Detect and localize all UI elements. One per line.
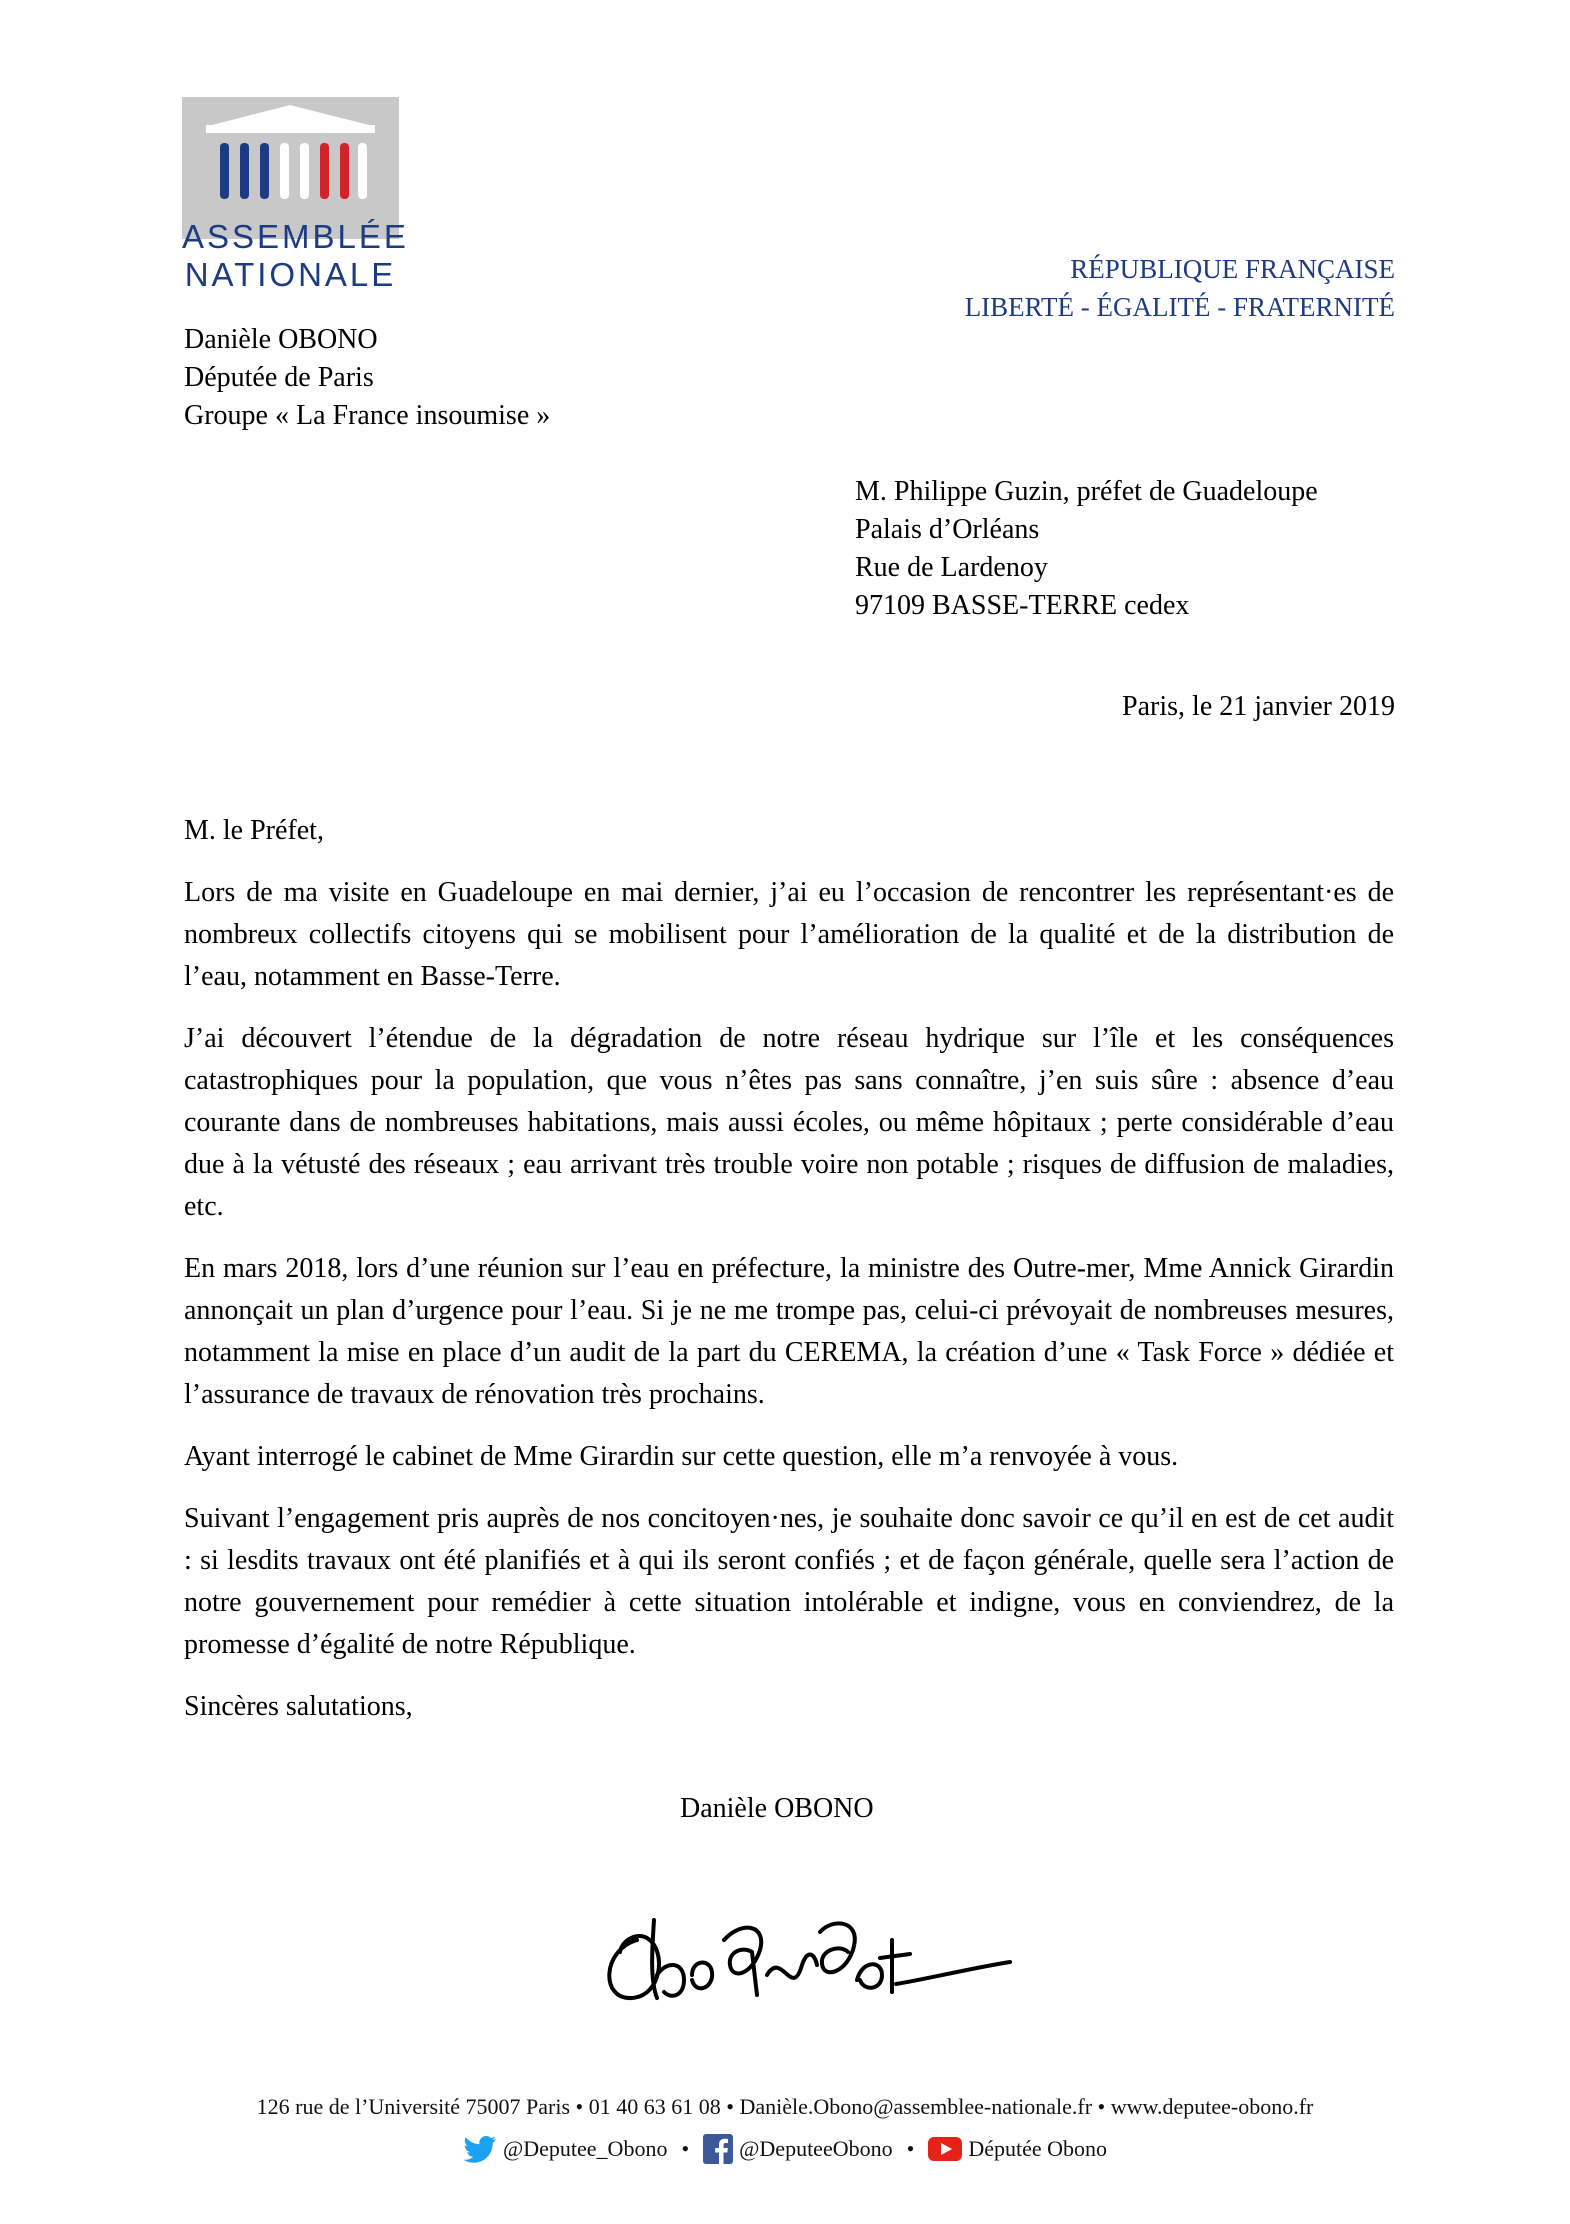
paragraph: Lors de ma visite en Guadeloupe en mai dernier, j’ai eu l’occasion de rencontrer les représentant·es de nombreux collectifs citoyens qui se mobilisent pour l’amélioration de la qualité et de la distribution de l’eau, notamment en Basse-Terre.	[184, 877, 1394, 992]
paragraph: En mars 2018, lors d’une réunion sur l’eau en préfecture, la ministre des Outre-mer, Mme Annick Girardin annonçait un plan d’urgence pour l’eau. Si je ne me trompe pas, celui-ci prévoyait de nombreuses mesures, notamment la mise en place d’un audit de la part du CEREMA, la création d’une « Task Force » dédiée et l’assurance de travaux de rénovation très prochains.	[184, 1253, 1394, 1410]
footer-social	[0, 2134, 1570, 2164]
recipient-line-4: 97109 BASSE-TERRE cedex	[855, 590, 1190, 621]
handwritten-signature	[592, 1880, 1012, 2030]
footer-separator: •	[906, 2136, 915, 2161]
youtube-channel: Députée Obono	[968, 2136, 1107, 2161]
logo-wordmark	[182, 218, 409, 294]
youtube-icon	[928, 2137, 962, 2161]
salutation: M. le Préfet,	[184, 815, 324, 846]
republic-header	[835, 250, 1395, 326]
paragraph: Suivant l’engagement pris auprès de nos concitoyen·nes, je souhaite donc savoir ce qu’il en est de cet audit : si lesdits travaux ont été planifiés et à qui ils seront confiés ; et de façon générale, quelle sera l’action de notre gouvernement pour remédier à cette situation intolérable et indigne, vous en conviendrez, de la promesse d’égalité de notre République.	[184, 1503, 1394, 1660]
footer-address: 126 rue de l’Université 75007 Paris • 01 40 63 61 08 • Danièle.Obono@assemblee-nationale.fr • www.deputee-obono.fr	[256, 2094, 1314, 2119]
paragraph: J’ai découvert l’étendue de la dégradation de notre réseau hydrique sur l’île et les conséquences catastrophiques pour la population, que vous n’êtes pas sans connaître, j’en suis sûre : absence d’eau courante dans de nombreuses habitations, mais aussi écoles, ou même hôpitaux ; perte considérable d’eau due à la vétusté des réseaux ; eau arrivant très trouble voire non potable ; risques de diffusion de maladies, etc.	[184, 1023, 1394, 1222]
hemicycle-icon	[182, 97, 399, 219]
twitter-icon	[463, 2135, 497, 2163]
sender-group: Groupe « La France insoumise »	[184, 400, 551, 431]
sender-title: Députée de Paris	[184, 362, 374, 393]
facebook-link[interactable]	[703, 2134, 892, 2164]
recipient-block	[855, 473, 1415, 625]
signature-name: Danièle OBONO	[680, 1793, 874, 1824]
twitter-handle: @Deputee_Obono	[503, 2136, 668, 2161]
letter-date: Paris, le 21 janvier 2019	[1122, 691, 1395, 722]
republic-motto: LIBERTÉ - ÉGALITÉ - FRATERNITÉ	[964, 292, 1395, 322]
republic-title: RÉPUBLIQUE FRANÇAISE	[1070, 254, 1395, 284]
youtube-link[interactable]	[928, 2134, 1107, 2164]
closing: Sincères salutations,	[184, 1691, 413, 1722]
twitter-link[interactable]	[463, 2134, 667, 2164]
sender-block	[184, 321, 804, 435]
logo-line-2: NATIONALE	[184, 256, 397, 293]
recipient-line-2: Palais d’Orléans	[855, 514, 1040, 545]
letter-footer	[0, 2092, 1570, 2164]
paragraph: Ayant interrogé le cabinet de Mme Girardin sur cette question, elle m’a renvoyée à vous.	[184, 1441, 1179, 1472]
footer-separator: •	[681, 2136, 690, 2161]
facebook-handle: @DeputeeObono	[739, 2136, 893, 2161]
recipient-line-3: Rue de Lardenoy	[855, 552, 1048, 583]
sender-name: Danièle OBONO	[184, 324, 378, 355]
logo-line-1: ASSEMBLÉE	[182, 218, 409, 255]
facebook-icon	[703, 2134, 733, 2164]
letter-body	[184, 872, 1394, 1748]
recipient-line-1: M. Philippe Guzin, préfet de Guadeloupe	[855, 476, 1318, 507]
